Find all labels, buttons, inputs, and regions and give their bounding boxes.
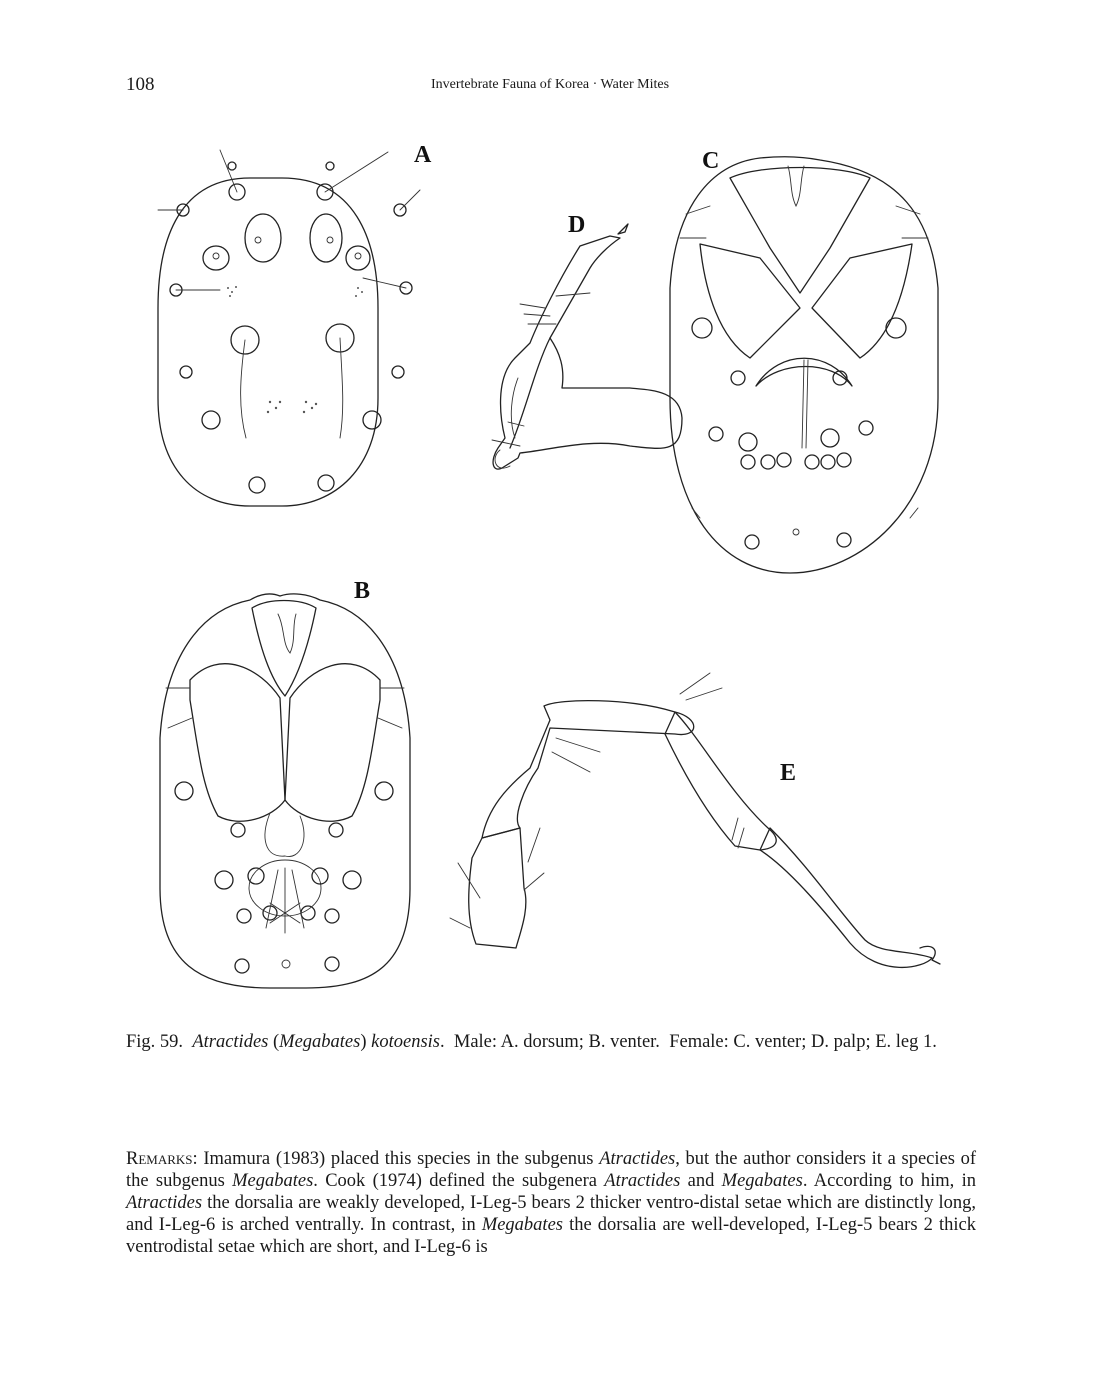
remarks-text: . According to him, in bbox=[802, 1171, 976, 1191]
remarks-taxon: Megabates bbox=[232, 1171, 314, 1191]
panel-c-venter-drawing bbox=[670, 157, 938, 573]
panel-a-dorsum-drawing bbox=[158, 150, 420, 506]
figure-caption: Fig. 59. Atractides (Megabates) kotoensis. Male: A. dorsum; B. venter. Female: C. venter; D. palp; E. leg 1. bbox=[126, 1032, 937, 1052]
caption-genus: Atractides bbox=[192, 1032, 269, 1052]
remarks-text: the dorsalia are weakly developed, I-Leg-5 bears 2 thicker ventro-distal setae which are distinctly long, and I-Leg-6 is arched ventrally. In contrast, in bbox=[126, 1193, 976, 1235]
remarks-taxon: Atractides bbox=[599, 1149, 676, 1169]
remarks-taxon: Megabates bbox=[721, 1171, 803, 1191]
remarks-taxon: Megabates bbox=[481, 1215, 563, 1235]
caption-female-text: Female: C. venter; D. palp; E. leg 1. bbox=[669, 1032, 937, 1052]
remarks-text: and bbox=[680, 1171, 722, 1191]
panel-b-venter-drawing bbox=[160, 594, 410, 988]
panel-e-leg-drawing bbox=[450, 673, 940, 967]
caption-fig-number: Fig. 59. bbox=[126, 1032, 184, 1052]
panel-label-b: B bbox=[354, 578, 371, 604]
caption-male-text: Male: A. dorsum; B. venter. bbox=[453, 1032, 660, 1052]
remarks-text: , but the author considers it a species of the subgenus bbox=[126, 1149, 977, 1191]
running-head: Invertebrate Fauna of Korea · Water Mites bbox=[430, 77, 670, 92]
figure-plate bbox=[120, 128, 980, 1008]
remarks-text: Imamura (1983) placed this species in the subgenus bbox=[203, 1149, 600, 1169]
panel-label-d: D bbox=[568, 212, 586, 238]
remarks-taxon: Atractides bbox=[126, 1193, 203, 1213]
panel-label-a: A bbox=[414, 142, 432, 168]
remarks-taxon: Atractides bbox=[604, 1171, 681, 1191]
panel-label-c: C bbox=[702, 148, 720, 174]
page-number: 108 bbox=[126, 74, 155, 95]
panel-d-palp-drawing bbox=[492, 224, 682, 469]
panel-label-e: E bbox=[780, 760, 797, 786]
caption-species: kotoensis bbox=[371, 1032, 440, 1052]
remarks-heading: Remarks bbox=[126, 1149, 193, 1169]
remarks-paragraph: Remarks: Imamura (1983) placed this species in the subgenus Atractides, but the author considers it a species of the subgenus Megabates. Cook (1974) defined the subgenera Atractides and Megabates. According to him, in Atractides the dorsalia are weakly developed, I-Leg-5 bears 2 thicker ventro-distal setae which are distinctly long, and I-Leg-6 is arched ventrally. In contrast, in Megabates the dorsalia are well-developed, I-Leg-5 bears 2 thick ventrodistal setae which are short, and I-Leg-6 is bbox=[126, 1149, 977, 1257]
remarks-text: the dorsalia are well-developed, I-Leg-5 bears 2 thick ventrodistal setae which are short, and I-Leg-6 is bbox=[126, 1215, 976, 1257]
remarks-text: . Cook (1974) defined the subgenera bbox=[313, 1171, 605, 1191]
caption-subgenus: Megabates bbox=[279, 1032, 361, 1052]
